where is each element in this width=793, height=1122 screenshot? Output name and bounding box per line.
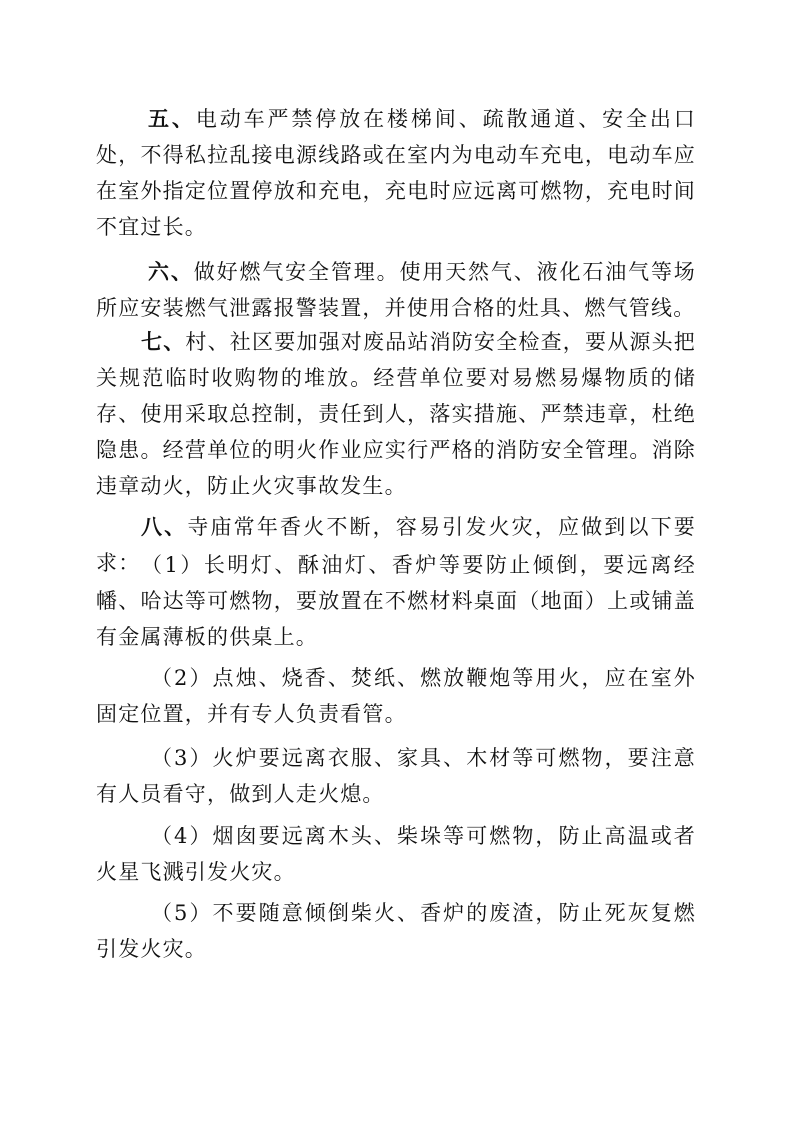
- item-3: （3）火炉要远离衣服、家具、木材等可燃物，要注意有人员看守，做到人走火熄。: [96, 746, 696, 806]
- section-five: [96, 101, 696, 245]
- section-eight-heading: 八、: [141, 514, 188, 539]
- section-six-text: 做好燃气安全管理。使用天然气、液化石油气等场所应安装燃气泄露报警装置，并使用合格的灶具、燃气管线。: [96, 260, 696, 320]
- section-seven-text: 村、社区要加强对废品站消防安全检查，要从源头把关规范临时收购物的堆放。经营单位要对易燃易爆物质的储存、使用采取总控制，责任到人，落实措施、严禁违章，杜绝隐患。经营单位的明火作业应实行严格的消防安全管理。消除违章动火，防止火灾事故发生。: [96, 330, 697, 498]
- section-eight-text: 寺庙常年香火不断，容易引发火灾，应做到以下要求：: [96, 515, 696, 575]
- section-six: [96, 254, 696, 326]
- section-seven: [96, 324, 696, 504]
- section-five-heading: 五、: [148, 106, 196, 131]
- item-1: （1）长明灯、酥油灯、香炉等要防止倾倒，要远离经幡、哈达等可燃物，要放置在不燃材料桌面（地面）上或铺盖有金属薄板的供桌上。: [96, 553, 696, 649]
- item-2: （2）点烛、烧香、焚纸、燃放鞭炮等用火，应在室外固定位置，并有专人负责看管。: [96, 666, 696, 726]
- item-4: （4）烟囱要远离木头、柴垛等可燃物，防止高温或者火星飞溅引发火灾。: [96, 824, 696, 884]
- section-six-heading: 六、: [148, 259, 194, 284]
- section-five-text: 电动车严禁停放在楼梯间、疏散通道、安全出口处，不得私拉乱接电源线路或在室内为电动车充电，电动车应在室外指定位置停放和充电，充电时应远离可燃物，充电时间不宜过长。: [96, 107, 697, 239]
- item-5: （5）不要随意倾倒柴火、香炉的废渣，防止死灰复燃引发火灾。: [96, 901, 696, 961]
- section-seven-heading: 七、: [141, 329, 186, 354]
